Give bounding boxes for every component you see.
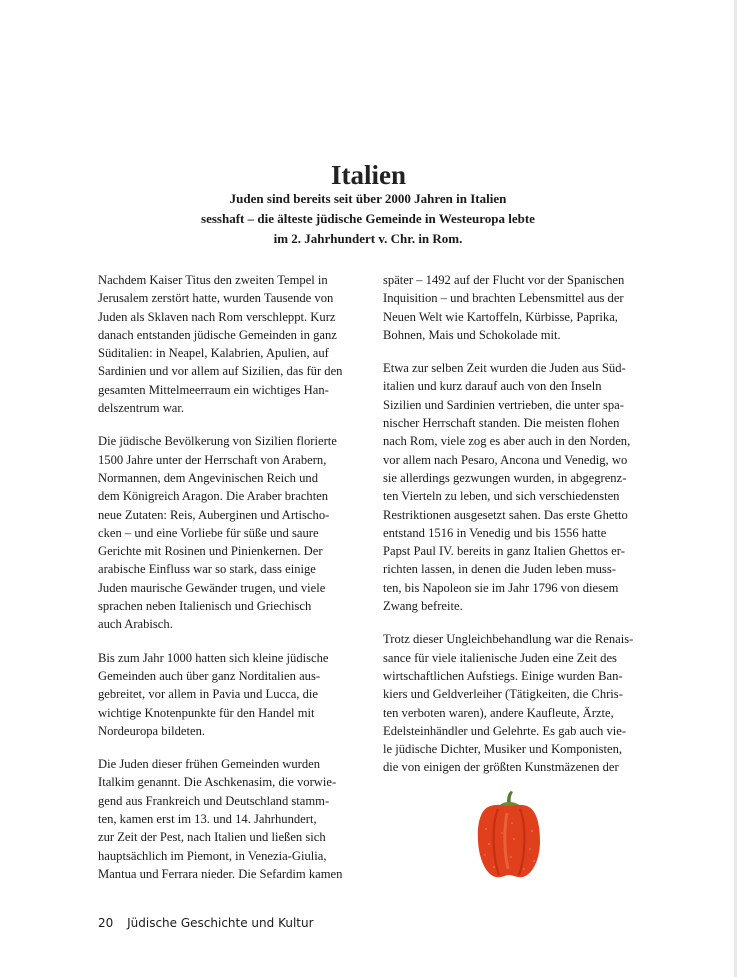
text-line: hauptsächlich im Piemont, in Venezia-Giulia, <box>98 848 327 863</box>
right-column <box>383 271 639 792</box>
text-line: Restriktionen ausgesetzt sahen. Das erste Ghetto <box>383 507 628 522</box>
text-line: Neuen Welt wie Kartoffeln, Kürbisse, Paprika, <box>383 309 618 324</box>
page-title: Italien <box>330 160 406 191</box>
text-line: arabische Einfluss war so stark, dass einige <box>98 562 316 577</box>
text-line: vor allem nach Pesaro, Ancona und Venedig, wo <box>383 452 628 467</box>
body-paragraph <box>383 271 639 344</box>
text-line: ten, bis Napoleon sie im Jahr 1796 von diesem <box>383 580 619 595</box>
text-line: Bis zum Jahr 1000 hatten sich kleine jüdische <box>98 650 329 665</box>
body-paragraph <box>98 755 360 883</box>
text-line: sie allerdings gezwungen wurden, in abgegrenz- <box>383 470 627 485</box>
text-line: Gerichte mit Rosinen und Pinienkernen. Der <box>98 544 323 559</box>
text-line: Italkim genannt. Die Aschkenasim, die vorwie- <box>98 775 337 790</box>
text-line: Normannen, dem Angevinischen Reich und <box>98 470 318 485</box>
text-line: Gemeinden auch über ganz Norditalien aus- <box>98 668 321 683</box>
text-line: neue Zutaten: Reis, Auberginen und Artischo- <box>98 507 330 522</box>
text-line: Bohnen, Mais und Schokolade mit. <box>383 327 561 342</box>
text-line: danach entstanden jüdische Gemeinden in ganz <box>98 327 337 342</box>
pepper-stem <box>507 791 513 803</box>
text-line: Papst Paul IV. bereits in ganz Italien Ghettos er- <box>383 544 625 559</box>
body-paragraph <box>98 649 360 740</box>
text-line: le jüdische Dichter, Musiker und Komponisten, <box>383 742 623 757</box>
text-line: Süditalien: in Neapel, Kalabrien, Apulien, auf <box>98 346 329 361</box>
text-line: Die Juden dieser frühen Gemeinden wurden <box>98 757 321 772</box>
text-line: gend aus Frankreich und Deutschland stamm- <box>98 793 330 808</box>
text-line: 1500 Jahre unter der Herrschaft von Arabern, <box>98 452 327 467</box>
text-line: wirtschaftlichen Aufstiegs. Einige wurden Ban- <box>383 668 623 683</box>
text-line: Zwang befreite. <box>383 599 463 614</box>
text-line: die von einigen der größten Kunstmäzenen der <box>383 760 619 775</box>
text-line: zur Zeit der Pest, nach Italien und ließen sich <box>98 830 326 845</box>
text-line: nischer Herrschaft standen. Die meisten flohen <box>383 416 620 431</box>
text-line: nach Rom, viele zog es aber auch in den Norden, <box>383 434 631 449</box>
text-line: ten verboten waren), andere Kaufleute, Ärzte, <box>383 705 614 720</box>
page-footer <box>98 914 314 932</box>
text-line: delszentrum war. <box>98 401 185 416</box>
text-line: Sizilien und Sardinien vertrieben, die unter spa- <box>383 397 624 412</box>
text-line: dem Königreich Aragon. Die Araber brachten <box>98 489 329 504</box>
left-column <box>98 271 360 898</box>
lead-line: im 2. Jahrhundert v. Chr. in Rom. <box>273 231 463 246</box>
bell-pepper-illustration <box>474 789 544 879</box>
text-line: Sardinien und vor allem auf Sizilien, das für den <box>98 364 343 379</box>
text-line: kiers und Geldverleiher (Tätigkeiten, die Chris- <box>383 687 623 702</box>
text-line: Juden maurische Gewänder trugen, und viele <box>98 580 326 595</box>
text-line: Nachdem Kaiser Titus den zweiten Tempel in <box>98 273 328 287</box>
text-line: italien und kurz darauf auch von den Inseln <box>383 379 602 394</box>
running-title: Jüdische Geschichte und Kultur <box>127 916 314 930</box>
text-line: auch Arabisch. <box>98 617 173 632</box>
text-line: sance für viele italienische Juden eine Zeit des <box>383 650 617 665</box>
text-line: Juden als Sklaven nach Rom verschleppt. Kurz <box>98 309 336 324</box>
body-paragraph <box>98 271 360 417</box>
text-line: Edelsteinhändler und Gelehrte. Es gab auch vie- <box>383 723 627 738</box>
text-line: cken – und eine Vorliebe für süße und saure <box>98 525 319 540</box>
body-paragraph <box>383 359 639 615</box>
text-line: Die jüdische Bevölkerung von Sizilien florierte <box>98 434 337 449</box>
page-number: 20 <box>98 916 114 930</box>
text-line: richten lassen, in denen die Juden leben muss- <box>383 562 616 577</box>
text-line: gebreitet, vor allem in Pavia und Lucca, die <box>98 687 318 702</box>
text-line: wichtige Knotenpunkte für den Handel mit <box>98 705 315 720</box>
text-line: ten Vierteln zu leben, und sich verschiedensten <box>383 489 620 504</box>
text-line: Mantua und Ferrara nieder. Die Sefardim kamen <box>98 866 343 881</box>
text-line: Inquisition – und brachten Lebensmittel aus der <box>383 291 624 306</box>
text-line: sprachen neben Italienisch und Griechisch <box>98 599 312 614</box>
lead-line: sesshaft – die älteste jüdische Gemeinde in Westeuropa lebte <box>201 211 535 226</box>
lead-line: Juden sind bereits seit über 2000 Jahren in Italien <box>229 191 507 206</box>
text-line: Etwa zur selben Zeit wurden die Juden aus Süd- <box>383 361 626 376</box>
text-line: später – 1492 auf der Flucht vor der Spanischen <box>383 273 625 287</box>
text-line: Jerusalem zerstört hatte, wurden Tausende von <box>98 291 334 306</box>
text-line: Trotz dieser Ungleichbehandlung war die Renais- <box>383 632 634 647</box>
body-paragraph <box>383 630 639 776</box>
text-line: gesamten Mittelmeerraum ein wichtiges Han- <box>98 382 329 397</box>
body-paragraph <box>98 432 360 633</box>
text-line: ten, kamen erst im 13. und 14. Jahrhundert, <box>98 812 317 827</box>
text-line: Nordeuropa bildeten. <box>98 723 206 738</box>
lead-paragraph <box>168 189 568 249</box>
text-line: entstand 1516 in Venedig und bis 1556 hatte <box>383 525 607 540</box>
